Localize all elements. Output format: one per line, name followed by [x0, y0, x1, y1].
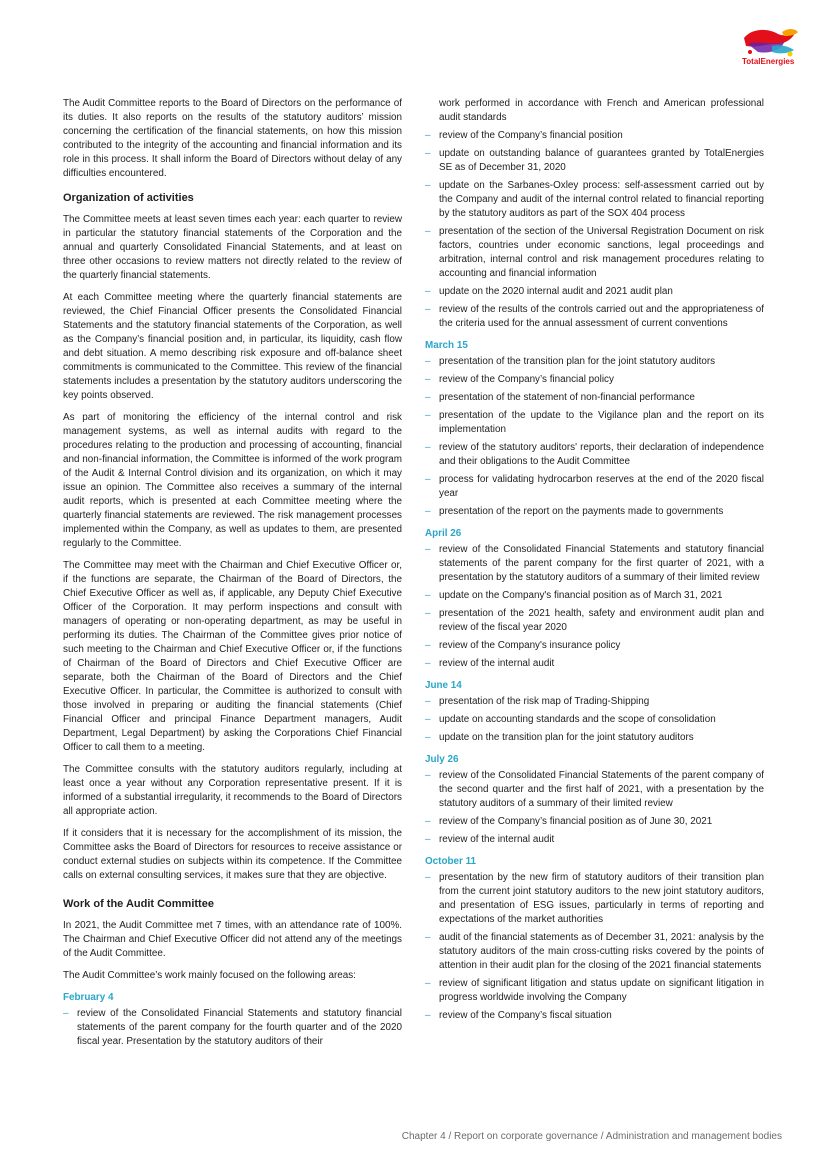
- list-item: – update on outstanding balance of guarantees granted by TotalEnergies SE as of December 31, 2020: [425, 147, 764, 175]
- intro-paragraph: The Audit Committee reports to the Board of Directors on the performance of its duties. It also reports on the results of the statutory auditors’ mission concerning the certification of the financial statements, on how this mission contributed to the integrity of the accounting and financial information and its role in this process. It shall inform the Board of Directors without delay of any difficulties encountered.: [63, 98, 402, 179]
- heading-work: Work of the Audit Committee: [63, 898, 214, 910]
- list-item: – review of the Company’s financial position as of June 30, 2021: [425, 815, 764, 829]
- list-item: – presentation of the report on the payments made to governments: [425, 505, 764, 519]
- date-october: October 11: [425, 856, 477, 867]
- list-item: – update on the Sarbanes-Oxley process: self-assessment carried out by the Company and audit of the internal control related to financial reporting by the statutory auditors as part of the SOX 404 process: [425, 179, 764, 221]
- date-april: April 26: [425, 528, 462, 539]
- list-item: – review of the results of the controls carried out and the appropriateness of the criteria used for the annual assessment of current conventions: [425, 303, 764, 331]
- list-item: – review of significant litigation and status update on significant litigation in progress worldwide involving the Company: [425, 977, 764, 1005]
- list-item: – review of the Consolidated Financial Statements and statutory financial statements of the parent company for the first quarter of 2021, with a presentation by the statutory auditors of a summary of their limited review: [425, 543, 764, 585]
- list-item: – review of the Company's insurance policy: [425, 639, 764, 653]
- right-column: [425, 97, 764, 1029]
- february-list-continued: [425, 97, 764, 331]
- org-paragraph-5: The Committee consults with the statutory auditors regularly, including at least once a year without any Corporation representative present. If it is informed of a substantial irregularity, it recommends to the Board of Directors all appropriate action.: [63, 764, 402, 817]
- april-list: [425, 543, 764, 671]
- october-list: [425, 871, 764, 1023]
- list-item: – review of the internal audit: [425, 657, 764, 671]
- list-item: – review of the Consolidated Financial Statements and statutory financial statements of the parent company for the fourth quarter and of the 2020 fiscal year. Presentation by the statutory auditors of their: [63, 1007, 402, 1049]
- list-item: – presentation by the new firm of statutory auditors of their transition plan from the current joint statutory auditors to the new joint statutory auditors, and presentation of ESG issues, particularly in terms of reporting and expectations of the market authorities: [425, 871, 764, 927]
- list-item: – update on the transition plan for the joint statutory auditors: [425, 731, 764, 745]
- date-june: June 14: [425, 680, 462, 691]
- february-list: [63, 1007, 402, 1049]
- brand-name: TotalEnergies: [742, 57, 795, 66]
- left-column: [63, 97, 402, 1055]
- list-item: – presentation of the 2021 health, safety and environment audit plan and review of the fiscal year 2020: [425, 607, 764, 635]
- org-paragraph-6: If it considers that it is necessary for the accomplishment of its mission, the Committee asks the Board of Directors for resources to receive assistance or conduct external studies on subjects within its competence. If the Committee calls on external consulting services, it makes sure that they are objective.: [63, 828, 402, 881]
- date-february: February 4: [63, 992, 114, 1003]
- list-item: – review of the Company’s financial policy: [425, 373, 764, 387]
- org-paragraph-2: At each Committee meeting where the quarterly financial statements are reviewed, the Chief Financial Officer presents the Consolidated Financial Statements and the statutory financial statements of the Corporation, as well as the Company’s financial position and, in particular, its liquidity, cash flow and debt situation. A memo describing risk exposure and off-balance sheet commitments is communicated to the Committee. This review of the financial statements includes a presentation by the statutory auditors underscoring the key points observed.: [63, 292, 402, 401]
- list-item: – presentation of the transition plan for the joint statutory auditors: [425, 355, 764, 369]
- july-list: [425, 769, 764, 847]
- list-item-continuation: work performed in accordance with French and American professional audit standards: [439, 98, 764, 123]
- list-item: – review of the Company’s financial position: [425, 129, 764, 143]
- list-item: – update on accounting standards and the scope of consolidation: [425, 713, 764, 727]
- list-item: – review of the Consolidated Financial Statements of the parent company of the second quarter and the first half of 2021, with a presentation by the statutory auditors of a summary of their limited review: [425, 769, 764, 811]
- date-march: March 15: [425, 340, 468, 351]
- list-item: – presentation of the section of the Universal Registration Document on risk factors, countries under economic sanctions, legal proceedings and arbitration, internal control and risk management procedures relating to accounting and financial information: [425, 225, 764, 281]
- heading-organization: Organization of activities: [63, 192, 194, 204]
- march-list: [425, 355, 764, 519]
- list-item: – review of the statutory auditors' reports, their declaration of independence and their obligations to the Audit Committee: [425, 441, 764, 469]
- org-paragraph-4: The Committee may meet with the Chairman and Chief Executive Officer or, if the functions are separate, the Chairman of the Board of Directors, the Chief Executive Officer as well as, if applicable, any Deputy Chief Executive Officer of the Corporation. It may perform inspections and consult with managers of operating or non-operating department, as may be useful in performing its duties. The Chairman of the Committee gives prior notice of such meeting to the Chairman and Chief Executive Officer or, if the functions of Chairman of the Board of Directors and Chief Executive Officer are separate, both the Chairman of the Board of Directors and the Chief Executive Officer. In particular, the Committee is authorized to consult with those involved in preparing or auditing the financial statements (Chief Financial Officer and principal Finance Department managers, Audit Department, Legal Department) by asking the Corporations Chief Financial Officer to call them to a meeting.: [63, 560, 402, 753]
- work-paragraph-2: The Audit Committee’s work mainly focused on the following areas:: [63, 970, 356, 981]
- org-paragraph-1: The Committee meets at least seven times each year: each quarter to review in particular the statutory financial statements of the Corporation and the annual and quarterly Consolidated Financial Statements, and at least on three other occasions to review matters not directly related to the review of the quarterly financial statements.: [63, 214, 402, 281]
- list-item: – presentation of the statement of non-financial performance: [425, 391, 764, 405]
- list-item: – process for validating hydrocarbon reserves at the end of the 2020 fiscal year: [425, 473, 764, 501]
- list-item: – review of the Company’s fiscal situation: [425, 1009, 764, 1023]
- list-item: – update on the 2020 internal audit and 2021 audit plan: [425, 285, 764, 299]
- date-july: July 26: [425, 754, 459, 765]
- list-item: – presentation of the risk map of Trading-Shipping: [425, 695, 764, 709]
- org-paragraph-3: As part of monitoring the efficiency of the internal control and risk management systems, as well as internal audits with regard to the procedures relating to the production and processing of accounting, financial and non-financial information, the Committee is informed of the work program of the Audit & Internal Control division and its organization, on which it may issue an opinion. The Committee also receives a summary of the internal audit reports, which is presented at each Committee meeting where the quarterly financial statements are reviewed. The risk management processes implemented within the Company, as well as updates to them, are presented regularly to the Committee.: [63, 412, 402, 549]
- list-item: – presentation of the update to the Vigilance plan and the report on its implementation: [425, 409, 764, 437]
- list-item: – review of the internal audit: [425, 833, 764, 847]
- list-item: – audit of the financial statements as of December 31, 2021: analysis by the statutory auditors of the main cross-cutting risks covered by the points of attention in their audit plan for the closing of the 2021 financial statements: [425, 931, 764, 973]
- page-footer: Chapter 4 / Report on corporate governance / Administration and management bodies: [401, 1131, 782, 1142]
- list-item: – update on the Company's financial position as of March 31, 2021: [425, 589, 764, 603]
- work-paragraph-1: In 2021, the Audit Committee met 7 times, with an attendance rate of 100%. The Chairman and Chief Executive Officer did not attend any of the meetings of the Audit Committee.: [63, 920, 402, 959]
- june-list: [425, 695, 764, 745]
